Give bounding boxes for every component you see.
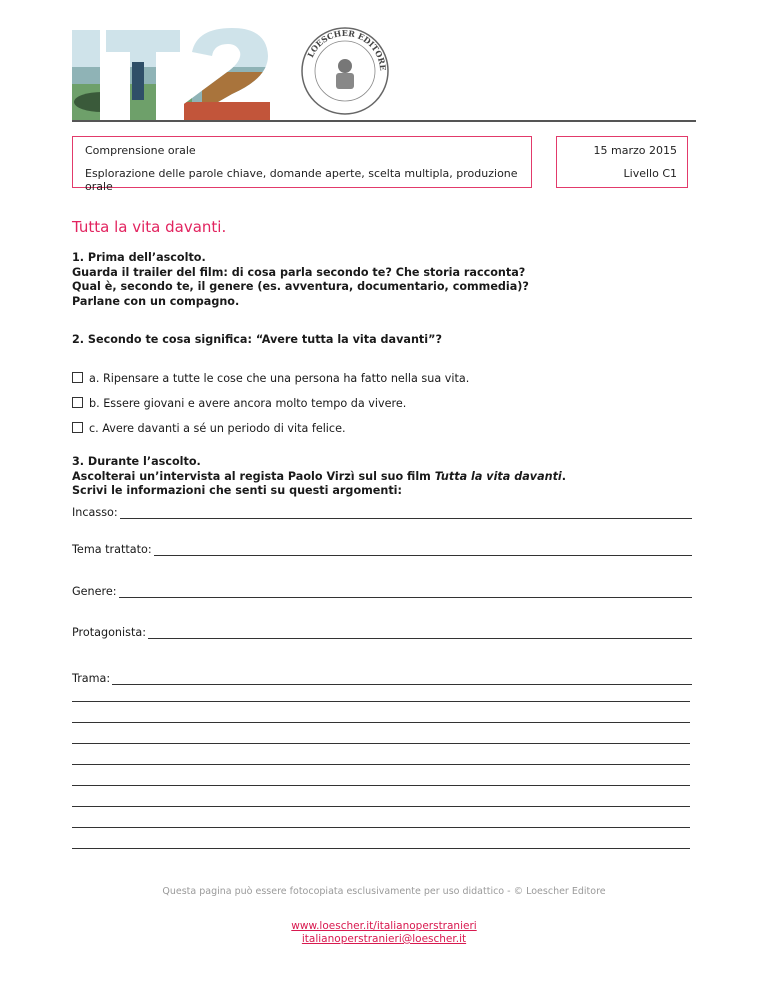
question-1-line: Guarda il trailer del film: di cosa parla secondo te? Che storia racconta?	[72, 265, 526, 279]
question-1	[72, 251, 529, 309]
answer-line[interactable]	[148, 626, 692, 639]
field-label: Tema trattato:	[72, 543, 152, 556]
option-b[interactable]	[72, 397, 406, 410]
logo-text: IT2	[72, 22, 74, 23]
answer-line[interactable]	[72, 764, 690, 765]
activity-info-box	[72, 136, 532, 193]
question-3-line	[72, 470, 566, 485]
field-label: Trama:	[72, 672, 111, 685]
question-3-text: .	[561, 469, 567, 483]
protagonista-field[interactable]	[72, 626, 692, 639]
question-1-heading: 1. Prima dell’ascolto.	[72, 251, 206, 264]
option-label: b. Essere giovani e avere ancora molto tempo da vivere.	[89, 397, 407, 410]
checkbox[interactable]	[72, 397, 83, 408]
field-label: Genere:	[72, 585, 117, 598]
page-title: Tutta la vita davanti.	[72, 218, 227, 236]
header-rule	[72, 120, 696, 122]
question-3-line: Scrivi le informazioni che senti su questi argomenti:	[72, 484, 402, 497]
option-label: a. Ripensare a tutte le cose che una persona ha fatto nella sua vita.	[89, 372, 470, 385]
activity-type: Comprensione orale	[85, 144, 196, 157]
field-label: Incasso:	[72, 506, 118, 519]
answer-line[interactable]	[72, 806, 690, 807]
answer-line[interactable]	[72, 785, 690, 786]
date-level-box	[556, 136, 688, 188]
answer-line[interactable]	[72, 848, 690, 849]
option-a[interactable]	[72, 372, 469, 385]
copyright-note: Questa pagina può essere fotocopiata esclusivamente per uso didattico - © Loescher Editore	[162, 886, 606, 897]
website-link[interactable]: www.loescher.it/italianoperstranieri	[291, 920, 477, 932]
checkbox[interactable]	[72, 372, 83, 383]
email-link[interactable]: italianoperstranieri@loescher.it	[301, 933, 467, 945]
seal-text: LOESCHER EDITORE	[305, 27, 389, 72]
trama-field[interactable]	[72, 672, 692, 685]
question-3	[72, 455, 566, 499]
question-3-heading: 3. Durante l’ascolto.	[72, 455, 201, 468]
date: 15 marzo 2015	[593, 144, 677, 157]
answer-line[interactable]	[72, 827, 690, 828]
question-1-line: Parlane con un compagno.	[72, 294, 240, 308]
film-title: Tutta la vita davanti	[434, 469, 562, 483]
answer-line[interactable]	[112, 672, 692, 685]
level: Livello C1	[623, 167, 677, 180]
answer-line[interactable]	[72, 722, 690, 723]
option-label: c. Avere davanti a sé un periodo di vita felice.	[89, 422, 346, 435]
incasso-field[interactable]	[72, 506, 692, 519]
answer-line[interactable]	[120, 506, 692, 519]
genere-field[interactable]	[72, 585, 692, 598]
question-3-text: Ascolterai un’intervista al regista Paolo Virzì sul suo film	[72, 469, 435, 483]
tema-field[interactable]	[72, 543, 692, 556]
answer-line[interactable]	[72, 743, 690, 744]
answer-line[interactable]	[72, 701, 690, 702]
option-c[interactable]	[72, 422, 346, 435]
question-2-heading: 2. Secondo te cosa significa: “Avere tutta la vita davanti”?	[72, 333, 442, 346]
answer-line[interactable]	[119, 585, 692, 598]
question-1-line: Qual è, secondo te, il genere (es. avventura, documentario, commedia)?	[72, 280, 529, 293]
field-label: Protagonista:	[72, 626, 146, 639]
publisher-seal	[300, 26, 390, 116]
checkbox[interactable]	[72, 422, 83, 433]
activity-description: Esplorazione delle parole chiave, domande aperte, scelta multipla, produzione orale	[85, 167, 518, 193]
answer-line[interactable]	[154, 543, 692, 556]
